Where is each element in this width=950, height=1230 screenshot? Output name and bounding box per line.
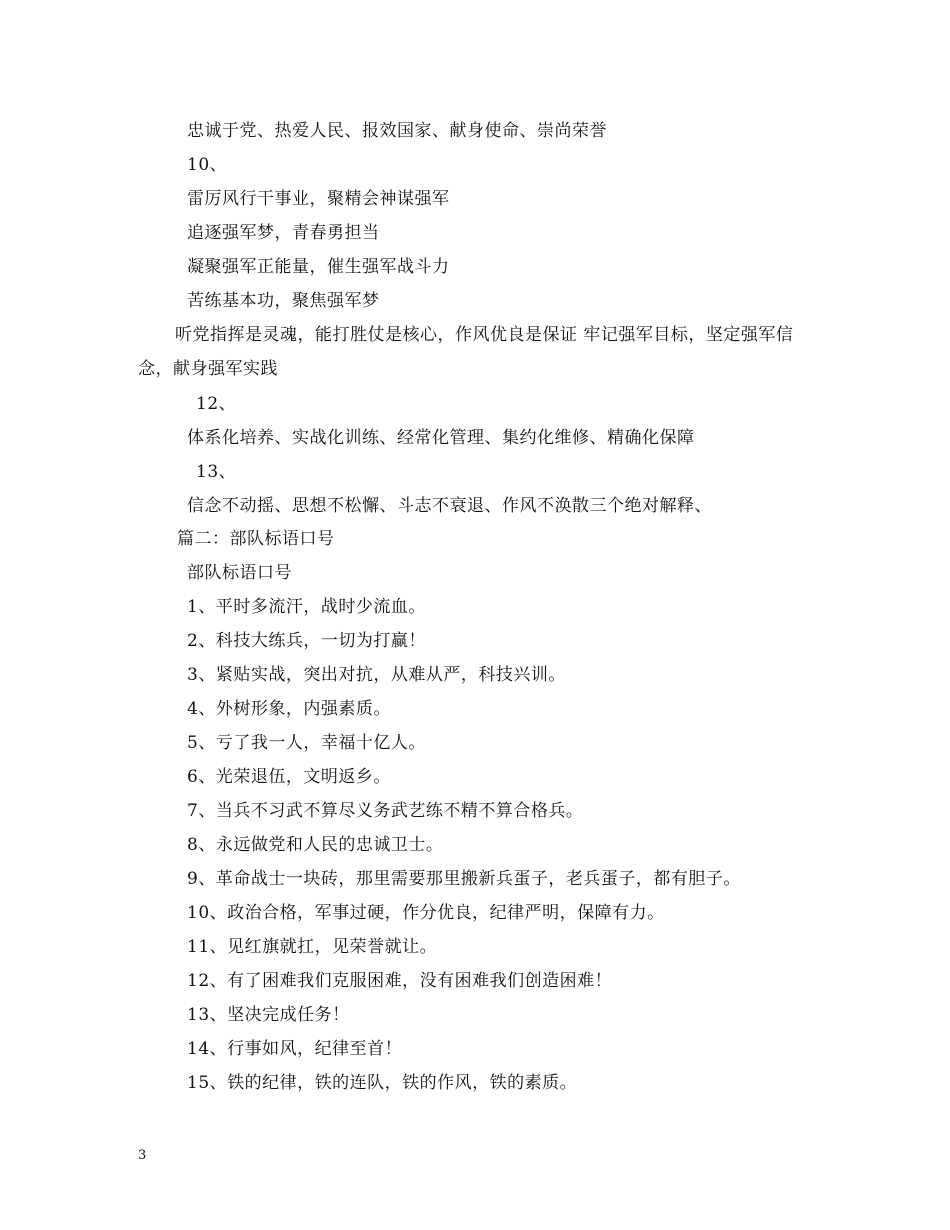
- slogan-item: 6、光荣退伍，文明返乡。: [187, 767, 391, 787]
- slogan-item: 15、铁的纪律，铁的连队，铁的作风，铁的素质。: [187, 1073, 578, 1093]
- text-line: 凝聚强军正能量，催生强军战斗力: [187, 257, 450, 277]
- page-number: 3: [138, 1148, 147, 1163]
- text-line: 12、: [196, 394, 237, 414]
- slogan-item: 9、革命战士一块砖，那里需要那里搬新兵蛋子，老兵蛋子，都有胆子。: [187, 869, 741, 889]
- wrapped-paragraph: 听党指挥是灵魂，能打胜仗是核心，作风优良是保证 牢记强军目标，坚定强军信念，献身强军实践: [138, 325, 794, 379]
- slogan-item: 7、当兵不习武不算尽义务武艺练不精不算合格兵。: [187, 801, 584, 821]
- slogan-item: 11、见红旗就扛，见荣誉就让。: [187, 937, 438, 957]
- text-line: 体系化培养、实战化训练、经常化管理、集约化维修、精确化保障: [187, 428, 695, 448]
- slogan-item: 1、平时多流汗，战时少流血。: [187, 597, 426, 617]
- section-subtitle: 部队标语口号: [187, 563, 292, 583]
- text-line: 13、: [196, 462, 237, 482]
- slogan-item: 3、紧贴实战，突出对抗，从难从严，科技兴训。: [187, 665, 566, 685]
- text-line: 雷厉风行干事业，聚精会神谋强军: [187, 189, 450, 209]
- slogan-item: 14、行事如风，纪律至首！: [187, 1039, 403, 1059]
- text-line: 忠诚于党、热爱人民、报效国家、献身使命、崇尚荣誉: [187, 121, 607, 141]
- section-heading: 篇二：部队标语口号: [177, 529, 335, 549]
- slogan-item: 13、坚决完成任务！: [187, 1005, 350, 1025]
- text-line: 10、: [187, 155, 228, 175]
- text-line: 信念不动摇、思想不松懈、斗志不衰退、作风不涣散三个绝对解释、: [187, 496, 712, 516]
- text-line: 追逐强军梦，青春勇担当: [187, 223, 380, 243]
- slogan-item: 8、永远做党和人民的忠诚卫士。: [187, 835, 444, 855]
- slogan-item: 12、有了困难我们克服困难，没有困难我们创造困难！: [187, 971, 613, 991]
- slogan-item: 5、亏了我一人，幸福十亿人。: [187, 733, 426, 753]
- slogan-item: 10、政治合格，军事过硬，作分优良，纪律严明，保障有力。: [187, 903, 665, 923]
- slogan-item: 2、科技大练兵，一切为打赢！: [187, 631, 426, 651]
- text-line: 苦练基本功，聚焦强军梦: [187, 291, 380, 311]
- slogan-item: 4、外树形象，内强素质。: [187, 699, 391, 719]
